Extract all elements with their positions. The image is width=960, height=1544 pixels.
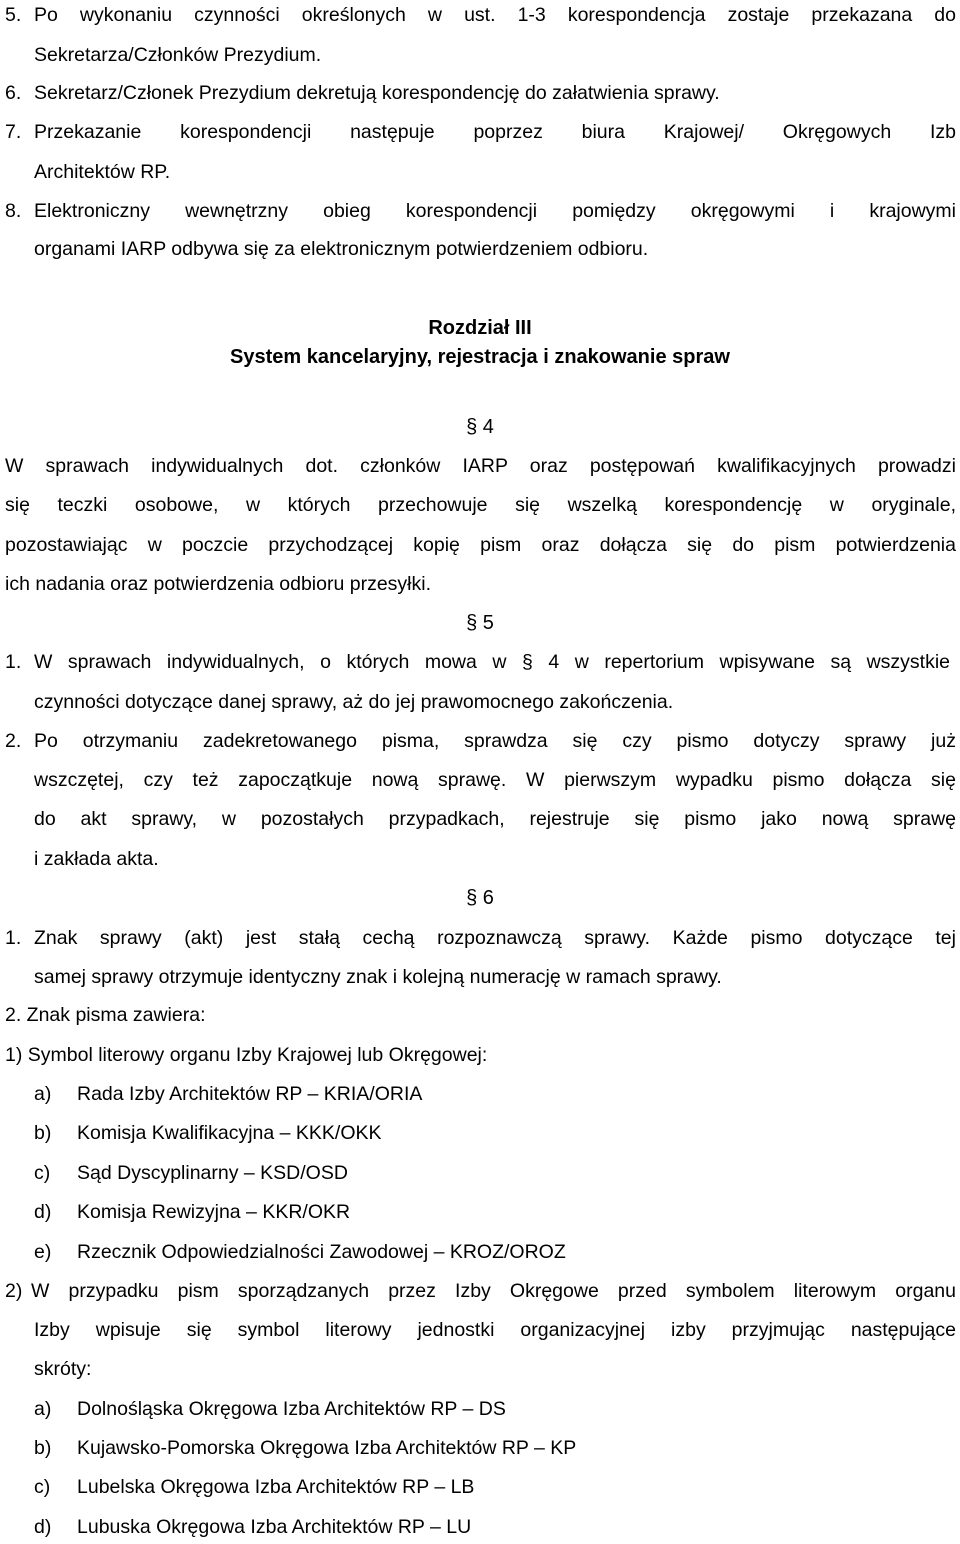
item-7-line-1: Przekazanie korespondencji następuje poprzez biura Krajowej/ Okręgowych Izb [34, 121, 956, 143]
item-8-line-1: Elektroniczny wewnętrzny obieg korespondencji pomiędzy okręgowymi i krajowymi [34, 200, 956, 222]
chamber-c-letter: c) [34, 1476, 51, 1498]
section-5-item-2-number: 2. [5, 730, 22, 752]
organ-e-text: Rzecznik Odpowiedzialności Zawodowej – KROZ/OROZ [77, 1241, 566, 1263]
section-4-line-1: W sprawach indywidualnych dot. członków IARP oraz postępowań kwalifikacyjnych prowadzi [5, 455, 956, 477]
section-5-mark: § 5 [466, 612, 494, 634]
organ-b-text: Komisja Kwalifikacyjna – KKK/OKK [77, 1122, 382, 1144]
section-4-line-4: ich nadania oraz potwierdzenia odbioru przesyłki. [5, 573, 431, 595]
chamber-c-text: Lubelska Okręgowa Izba Architektów RP – LB [77, 1476, 475, 1498]
section-5-item-2-line-4: i zakłada akta. [34, 848, 159, 870]
section-5-item-2-line-2: wszczętej, czy też zapoczątkuje nową sprawę. W pierwszym wypadku pismo dołącza się [34, 769, 956, 791]
section-6-item-1-number: 1. [5, 927, 22, 949]
organ-c-text: Sąd Dyscyplinarny – KSD/OSD [77, 1162, 348, 1184]
chamber-b-text: Kujawsko-Pomorska Okręgowa Izba Architektów RP – KP [77, 1437, 577, 1459]
section-6-item-2: 2. Znak pisma zawiera: [5, 1004, 206, 1026]
chamber-d-text: Lubuska Okręgowa Izba Architektów RP – LU [77, 1516, 472, 1538]
item-7-line-2: Architektów RP. [34, 161, 171, 183]
item-8-line-2: organami IARP odbywa się za elektronicznym potwierdzeniem odbioru. [34, 238, 649, 260]
item-6-line-1: Sekretarz/Członek Prezydium dekretują korespondencję do załatwienia sprawy. [34, 82, 720, 104]
organ-d-letter: d) [34, 1201, 52, 1223]
section-4-line-3: pozostawiając w poczcie przychodzącej kopię pism oraz dołącza się do pism potwierdzenia [5, 534, 956, 556]
chamber-a-letter: a) [34, 1398, 52, 1420]
subitem-2-line-1: W przypadku pism sporządzanych przez Izby Okręgowe przed symbolem literowym organu [31, 1280, 956, 1302]
section-4-mark: § 4 [466, 416, 494, 438]
subitem-2-line-3: skróty: [34, 1358, 92, 1380]
subitem-2-line-2: Izby wpisuje się symbol literowy jednostki organizacyjnej izby przyjmując następujące [34, 1319, 956, 1341]
item-5-line-1: Po wykonaniu czynności określonych w ust. 1-3 korespondencja zostaje przekazana do [34, 4, 956, 26]
chapter-subtitle: System kancelaryjny, rejestracja i znakowanie spraw [230, 346, 730, 368]
section-5-item-1-line-2: czynności dotyczące danej sprawy, aż do jej prawomocnego zakończenia. [34, 691, 674, 713]
section-6-mark: § 6 [466, 887, 494, 909]
chamber-a-text: Dolnośląska Okręgowa Izba Architektów RP – DS [77, 1398, 506, 1420]
section-4-line-2: się teczki osobowe, w których przechowuje się wszelką korespondencję w oryginale, [5, 494, 956, 516]
subitem-2-number: 2) [5, 1280, 23, 1302]
organ-a-letter: a) [34, 1083, 52, 1105]
organ-e-letter: e) [34, 1241, 52, 1263]
organ-b-letter: b) [34, 1122, 52, 1144]
section-5-item-1-line-1: W sprawach indywidualnych, o których mowa w § 4 w repertorium wpisywane są wszystkie [34, 651, 950, 673]
chamber-b-letter: b) [34, 1437, 52, 1459]
item-6-number: 6. [5, 82, 22, 104]
item-7-number: 7. [5, 121, 22, 143]
section-6-item-1-line-2: samej sprawy otrzymuje identyczny znak i kolejną numerację w ramach sprawy. [34, 966, 722, 988]
section-6-item-1-line-1: Znak sprawy (akt) jest stałą cechą rozpoznawczą sprawy. Każde pismo dotyczące tej [34, 927, 956, 949]
item-8-number: 8. [5, 200, 22, 222]
organ-a-text: Rada Izby Architektów RP – KRIA/ORIA [77, 1083, 423, 1105]
organ-d-text: Komisja Rewizyjna – KKR/OKR [77, 1201, 351, 1223]
section-5-item-2-line-1: Po otrzymaniu zadekretowanego pisma, sprawdza się czy pismo dotyczy sprawy już [34, 730, 956, 752]
chamber-d-letter: d) [34, 1516, 52, 1538]
subitem-1-heading: 1) Symbol literowy organu Izby Krajowej lub Okręgowej: [5, 1044, 488, 1066]
section-5-item-2-line-3: do akt sprawy, w pozostałych przypadkach, rejestruje się pismo jako nową sprawę [34, 808, 956, 830]
organ-c-letter: c) [34, 1162, 51, 1184]
item-5-line-2: Sekretarza/Członków Prezydium. [34, 44, 322, 66]
item-5-number: 5. [5, 4, 22, 26]
chapter-title: Rozdział III [428, 317, 532, 339]
section-5-item-1-number: 1. [5, 651, 22, 673]
